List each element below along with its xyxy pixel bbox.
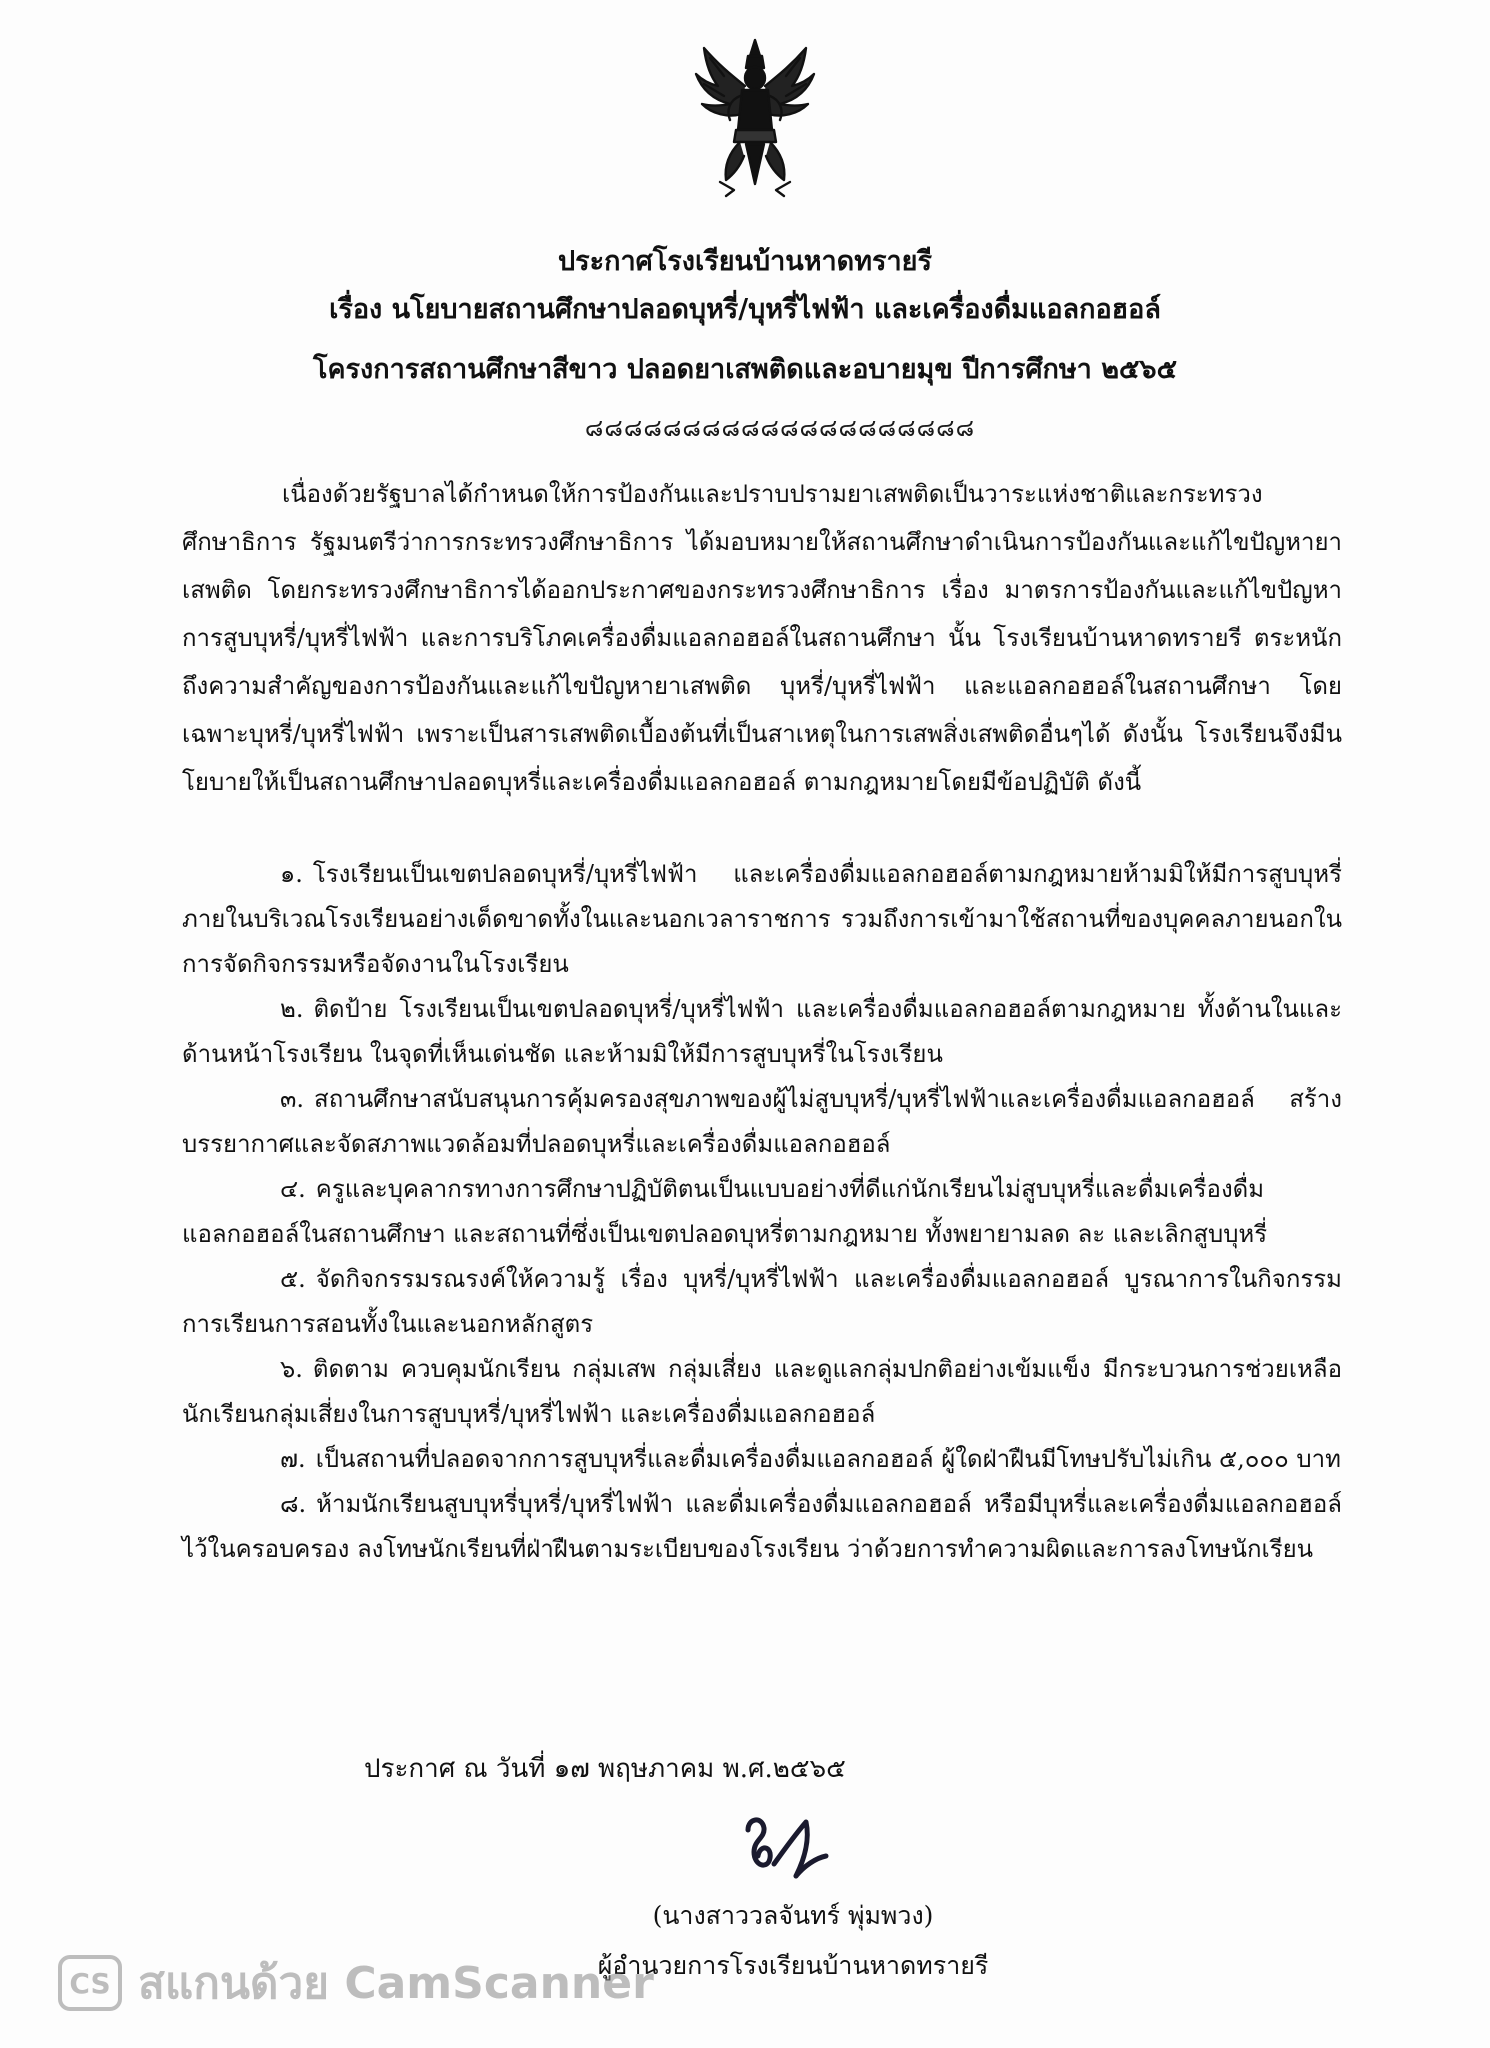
item-text: ติดตาม ควบคุมนักเรียน กลุ่มเสพ กลุ่มเสี่ยง และดูแลกลุ่มปกติอย่างเข้มแข็ง มีกระบวนการช่วยเหลือนักเรียนกลุ่มเสี่ยงในการสูบบุหรี่/บุหรี่ไฟฟ้า และเครื่องดื่มแอลกอฮอล์ — [182, 1355, 1342, 1428]
item-text: โรงเรียนเป็นเขตปลอดบุหรี่/บุหรี่ไฟฟ้า และเครื่องดื่มแอลกอฮอล์ตามกฎหมายห้ามมิให้มีการสูบบุหรี่ภายในบริเวณโรงเรียนอย่างเด็ดขาดทั้งในและนอกเวลาราชการ รวมถึงการเข้ามาใช้สถานที่ของบุคคลภายนอกในการจัดกิจกรรมหรือจัดงานในโรงเรียน — [182, 860, 1342, 978]
item-number: ๗. — [280, 1445, 306, 1473]
signer-title: ผู้อำนวยการโรงเรียนบ้านหาดทรายรี — [597, 1951, 989, 1980]
watermark-text: สแกนด้วย CamScanner — [138, 1958, 654, 2009]
policy-item — [182, 1167, 1342, 1257]
item-text: เป็นสถานที่ปลอดจากการสูบบุหรี่และดื่มเครื่องดื่มแอลกอฮอล์ ผู้ใดฝ่าฝืนมีโทษปรับไม่เกิน ๕,๐๐๐ บาท — [315, 1445, 1341, 1473]
item-text: ครูและบุคลากรทางการศึกษาปฏิบัติตนเป็นแบบอย่างที่ดีแก่นักเรียนไม่สูบบุหรี่และดื่มเครื่องดื่มแอลกอฮอล์ในสถานศึกษา และสถานที่ซึ่งเป็นเขตปลอดบุหรี่ตามกฎหมาย ทั้งพยายามลด ละ และเลิกสูบบุหรี่ — [182, 1175, 1268, 1248]
camscanner-watermark — [58, 1950, 654, 2016]
item-number: ๘. — [280, 1490, 307, 1518]
project-line: โครงการสถานศึกษาสีขาว ปลอดยาเสพติดและอบายมุข ปีการศึกษา ๒๕๖๕ — [312, 354, 1178, 385]
item-number: ๕. — [280, 1265, 306, 1293]
policy-item — [182, 1347, 1342, 1437]
announcement-subject: เรื่อง นโยบายสถานศึกษาปลอดบุหรี่/บุหรี่ไฟฟ้า และเครื่องดื่มแอลกอฮอล์ — [329, 294, 1161, 325]
item-text: สถานศึกษาสนับสนุนการคุ้มครองสุขภาพของผู้ไม่สูบบุหรี่/บุหรี่ไฟฟ้าและเครื่องดื่มแอลกอฮอล์ สร้างบรรยากาศและจัดสภาพแวดล้อมที่ปลอดบุหรี่และเครื่องดื่มแอลกอฮอล์ — [182, 1085, 1342, 1158]
item-text: ติดป้าย โรงเรียนเป็นเขตปลอดบุหรี่/บุหรี่ไฟฟ้า และเครื่องดื่มแอลกอฮอล์ตามกฎหมาย ทั้งด้านในและด้านหน้าโรงเรียน ในจุดที่เห็นเด่นชัด และห้ามมิให้มีการสูบบุหรี่ในโรงเรียน — [182, 995, 1342, 1068]
item-text: ห้ามนักเรียนสูบบุหรี่บุหรี่/บุหรี่ไฟฟ้า และดื่มเครื่องดื่มแอลกอฮอล์ หรือมีบุหรี่และเครื่องดื่มแอลกอฮอล์ไว้ในครอบครอง ลงโทษนักเรียนที่ฝ่าฝืนตามระเบียบของโรงเรียน ว่าด้วยการทำความผิดและการลงโทษนักเรียน — [182, 1490, 1342, 1563]
item-number: ๓. — [280, 1085, 305, 1113]
announcement-date: ประกาศ ณ วันที่ ๑๗ พฤษภาคม พ.ศ.๒๕๖๕ — [364, 1754, 846, 1784]
intro-section — [182, 470, 1342, 806]
garuda-emblem-icon — [690, 34, 820, 214]
policy-item — [182, 987, 1342, 1077]
announcement-title: ประกาศโรงเรียนบ้านหาดทรายรี — [557, 246, 933, 277]
policy-item — [182, 1437, 1342, 1482]
item-number: ๑. — [280, 860, 303, 888]
policy-item — [182, 1077, 1342, 1167]
camscanner-logo-icon: CS — [58, 1955, 122, 2011]
item-text: จัดกิจกรรมรณรงค์ให้ความรู้ เรื่อง บุหรี่/บุหรี่ไฟฟ้า และเครื่องดื่มแอลกอฮอล์ บูรณาการในกิจกรรมการเรียนการสอนทั้งในและนอกหลักสูตร — [182, 1265, 1342, 1338]
item-number: ๒. — [280, 995, 304, 1023]
intro-paragraph: เนื่องด้วยรัฐบาลได้กำหนดให้การป้องกันและปราบปรามยาเสพติดเป็นวาระแห่งชาติและกระทรวงศึกษาธิการ รัฐมนตรีว่าการกระทรวงศึกษาธิการ ได้มอบหมายให้สถานศึกษาดำเนินการป้องกันและแก้ไขปัญหายาเสพติด โดยกระทรวงศึกษาธิการได้ออกประกาศของกระทรวงศึกษาธิการ เรื่อง มาตรการป้องกันและแก้ไขปัญหาการสูบบุหรี่/บุหรี่ไฟฟ้า และการบริโภคเครื่องดื่มแอลกอฮอล์ในสถานศึกษา นั้น โรงเรียนบ้านหาดทรายรี ตระหนักถึงความสำคัญของการป้องกันและแก้ไขปัญหายาเสพติด บุหรี่/บุหรี่ไฟฟ้า และแอลกอฮอล์ในสถานศึกษา โดยเฉพาะบุหรี่/บุหรี่ไฟฟ้า เพราะเป็นสารเสพติดเบื้องต้นที่เป็นสาเหตุในการเสพสิ่งเสพติดอื่นๆได้ ดังนั้น โรงเรียนจึงมีนโยบายให้เป็นสถานศึกษาปลอดบุหรี่และเครื่องดื่มแอลกอฮอล์ ตามกฎหมายโดยมีข้อปฏิบัติ ดังนี้ — [182, 480, 1342, 796]
item-number: ๖. — [280, 1355, 303, 1383]
handwritten-signature — [734, 1800, 834, 1892]
policy-items-list — [182, 852, 1342, 1572]
policy-item — [182, 1482, 1342, 1572]
policy-item — [182, 852, 1342, 987]
signer-name: (นางสาววลจันทร์ พุ่มพวง) — [652, 1901, 934, 1930]
policy-item — [182, 1257, 1342, 1347]
item-number: ๔. — [280, 1175, 306, 1203]
ornament-divider: ๘๘๘๘๘๘๘๘๘๘๘๘๘๘๘๘๘๘๘๘ — [584, 414, 976, 442]
